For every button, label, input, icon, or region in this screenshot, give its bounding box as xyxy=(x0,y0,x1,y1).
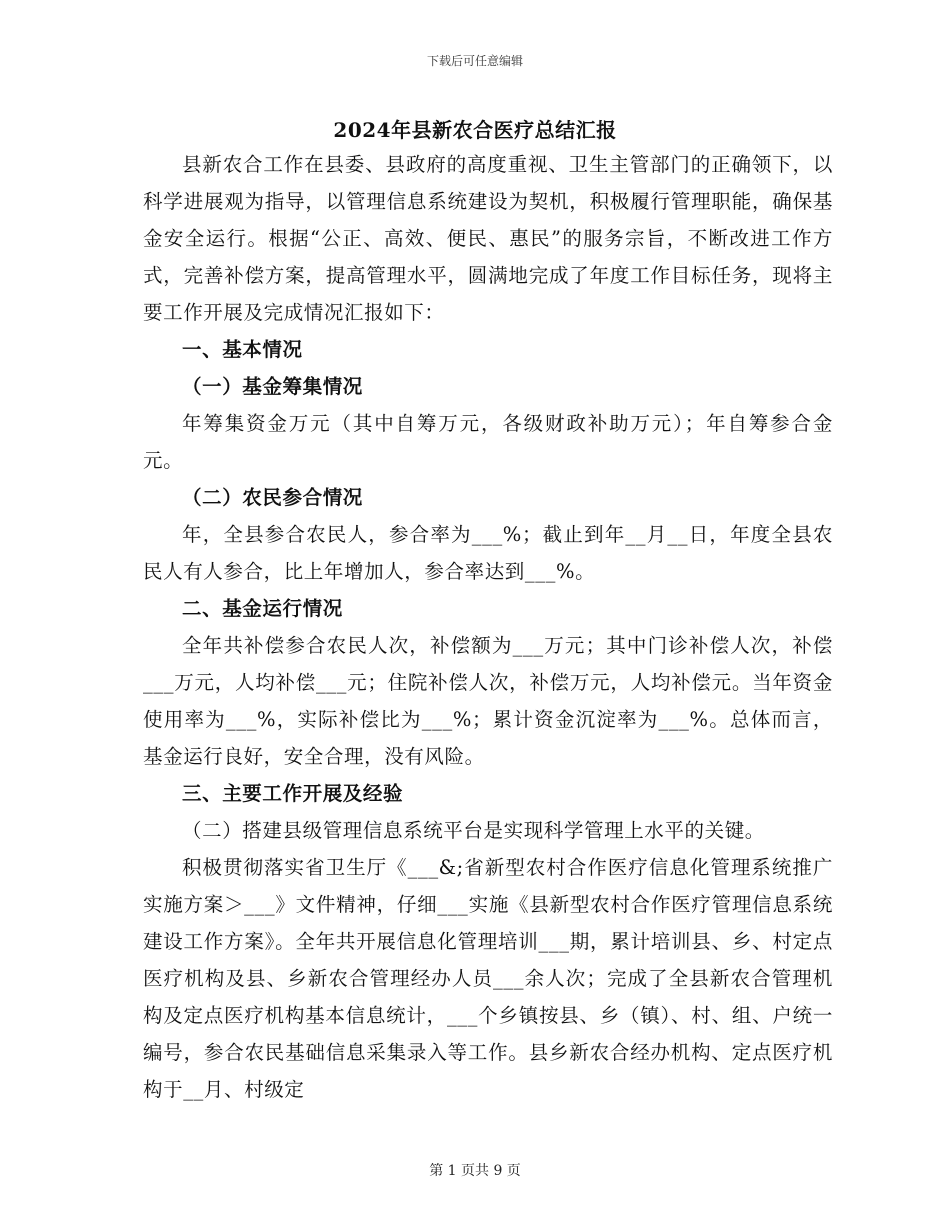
document-title: 2024年县新农合医疗总结汇报 xyxy=(333,118,617,142)
section-1-subheading-2: （二）农民参合情况 xyxy=(182,486,363,509)
page-number: 第 1 页共 9 页 xyxy=(429,1163,521,1179)
section-3-paragraph-1: （二）搭建县级管理信息系统平台是实现科学管理上水平的关键。 xyxy=(182,819,765,842)
section-1-sub-2-paragraph: 年，全县参合农民人，参合率为___%；截止到年__月__日，年度全县农民人有人参合，比上年增加人，参合率达到___%。 xyxy=(143,523,833,583)
section-2-heading: 二、基金运行情况 xyxy=(182,597,343,620)
document-body xyxy=(143,146,833,1108)
intro-paragraph: 县新农合工作在县委、县政府的高度重视、卫生主管部门的正确领下，以科学进展观为指导，以管理信息系统建设为契机，积极履行管理职能，确保基金安全运行。根据“公正、高效、便民、惠民”的服务宗旨，不断改进工作方式，完善补偿方案，提高管理水平，圆满地完成了年度工作目标任务，现将主要工作开展及完成情况汇报如下： xyxy=(143,153,833,324)
section-1-heading: 一、基本情况 xyxy=(182,338,303,361)
section-2-paragraph: 全年共补偿参合农民人次，补偿额为___万元；其中门诊补偿人次，补偿___万元，人均补偿___元；住院补偿人次，补偿万元，人均补偿元。当年资金使用率为___%，实际补偿比为___%；累计资金沉淀率为___%。总体而言，基金运行良好，安全合理，没有风险。 xyxy=(143,634,833,768)
section-1-subheading-1: （一）基金筹集情况 xyxy=(182,375,363,398)
section-1-sub-1-paragraph: 年筹集资金万元（其中自筹万元，各级财政补助万元）；年自筹参合金元。 xyxy=(143,412,833,472)
header-note: 下载后可任意编辑 xyxy=(426,54,523,68)
section-3-heading: 三、主要工作开展及经验 xyxy=(182,782,404,805)
section-3-paragraph-2: 积极贯彻落实省卫生厅《___&;省新型农村合作医疗信息化管理系统推广实施方案＞___》文件精神，仔细___实施《县新型农村合作医疗管理信息系统建设工作方案》。全年共开展信息化管理培训___期，累计培训县、乡、村定点医疗机构及县、乡新农合管理经办人员___余人次；完成了全县新农合管理机构及定点医疗机构基本信息统计，___个乡镇按县、乡（镇）、村、组、户统一编号，参合农民基础信息采集录入等工作。县乡新农合经办机构、定点医疗机构于__月、村级定 xyxy=(143,856,833,1101)
